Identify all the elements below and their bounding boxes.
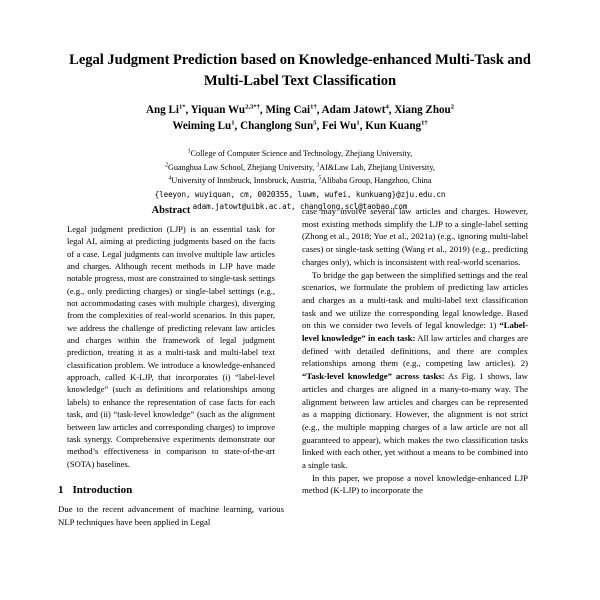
author-affil-marker: 4	[385, 103, 389, 111]
label-level-knowledge-term: “Label-level knowledge” in each task:	[302, 320, 528, 344]
author-affil-marker: 1	[231, 119, 235, 127]
affiliation-marker: 4	[168, 175, 172, 182]
author-affil-marker: 1†	[421, 119, 428, 127]
affiliation-marker: 5	[318, 175, 322, 182]
abstract-text: Legal judgment prediction (LJP) is an essential task for legal AI, aiming at predicting judgments based on the facts of a case. Legal judgments can involve multiple law articles and charges. Although recent methods in LJP have made notable progress, most are constrained to single-task settings (e.g., only predicting charges) or single-label settings (e.g., not accommodating cases with multiple charges), diverging from the complexities of real-world scenarios. In this paper, we address the challenge of predicting relevant law articles and charges within the framework of legal judgment prediction, treating it as a multi-task and multi-label text classification problem. We introduce a knowledge-enhanced approach, called K-LJP, that incorporates (i) “label-level knowledge” (such as definitions and relationships among labels) to enhance the representation of case facts for each task, and (ii) “task-level knowledge” (such as the alignment between law articles and corresponding charges) to improve task synergy. Comprehensive experiments demonstrate our method’s effectiveness in comparison to state-of-the-art (SOTA) baselines.	[67, 224, 275, 469]
right-column	[302, 205, 528, 600]
section-title: Introduction	[72, 483, 133, 496]
email-line-1: {leeyon, wuyiquan, cm, 0020355, luwm, wufei, kunkuang}@zju.edu.cn	[154, 190, 446, 200]
affiliation-list	[58, 135, 542, 187]
right-paragraph-2-part-2: All law articles and charges are defined with detailed definitions, and there are complex relationships among them (e.g., competing law articles). 2)	[302, 333, 528, 369]
author-affil-marker: 1	[356, 119, 360, 127]
affiliation-marker: 2	[165, 161, 168, 168]
affiliation-line-1: $^1$College of Computer Science and Technology, Zhejiang University,	[187, 148, 413, 159]
task-level-knowledge-term: “Task-level knowledge” across tasks:	[302, 371, 445, 382]
section-heading-introduction	[58, 470, 284, 496]
author-list	[58, 91, 542, 135]
section-number: 1	[58, 483, 64, 496]
author-affil-marker: 1†	[310, 103, 317, 111]
author-affil-marker: 2,3*†	[245, 103, 260, 111]
two-column-body	[58, 205, 542, 600]
author-affil-marker: 1*	[178, 103, 186, 111]
email-line-2: adam.jatowt@uibk.ac.at, changlong.scl@taobao.com	[192, 201, 408, 211]
left-column	[58, 205, 284, 600]
affiliation-marker: 1	[187, 148, 191, 155]
page-title: Legal Judgment Prediction based on Knowledge-enhanced Multi-Task and Multi-Label Text Classification	[69, 52, 531, 89]
author-affil-marker: 5	[313, 119, 317, 127]
author-affil-marker: 2	[450, 103, 455, 111]
author-line-1: Ang $Li^{1*}$, Yiquan $Wu^{2,3*\dagger}$, Ming Cai$^{1\dagger}$, Adam Jatowt$^4$, Xiang Zhou$^2$	[145, 103, 455, 117]
right-paragraph-1: case may involve several law articles and charges. However, most existing methods simplify the LJP to a single-label setting (Zhong et al., 2018; Yue et al., 2021a) (e.g., ignoring multi-label cases) or single-task setting (Wang et al., 2019) (e.g., predicting charges only), which is inconsistent with real-world scenarios.	[302, 206, 528, 267]
affiliation-line-3: $^4$University of Innsbruck, Innsbruck, Austria, $^5$Alibaba Group, Hangzhou, China	[168, 175, 432, 185]
right-paragraph-2	[302, 269, 528, 472]
abstract-heading: Abstract	[151, 205, 191, 216]
right-paragraph-2-part-3: As Fig. 1 shows, law articles and charges are aligned in a many-to-many way. The alignment between law articles and charges can be represented as a mapping dictionary. However, the alignment is not strict (e.g., the multiple mapping charges of a law article are not all guaranteed to appear), which makes the two classification tasks linked with each other, yet without a means to be combined into a single task.	[302, 371, 528, 471]
intro-paragraph-1: Due to the recent advancement of machine learning, various NLP techniques have been applied in Legal	[58, 503, 284, 527]
affiliation-marker: 3	[316, 161, 320, 168]
right-paragraph-2-part-1: To bridge the gap between the simplified settings and the real scenarios, we formulate the problem of predicting law articles and charges as a multi-task and multi-label text classification task and we utilize the corresponding legal knowledge. Based on this we consider two levels of legal knowledge: 1)	[302, 269, 528, 331]
author-line-2: Weiming Lu$^1$, Changlong Sun$^5$, Fei Wu$^1$, Kun Kuang$^{1\dagger}$	[172, 119, 428, 133]
affiliation-line-2: $^2$Guanghua Law School, Zhejiang University, $^3$AI&Law Lab, Zhejiang University,	[165, 161, 435, 172]
right-paragraph-3: In this paper, we propose a novel knowledge-enhanced LJP method (K-LJP) to incorporate the	[302, 472, 528, 496]
